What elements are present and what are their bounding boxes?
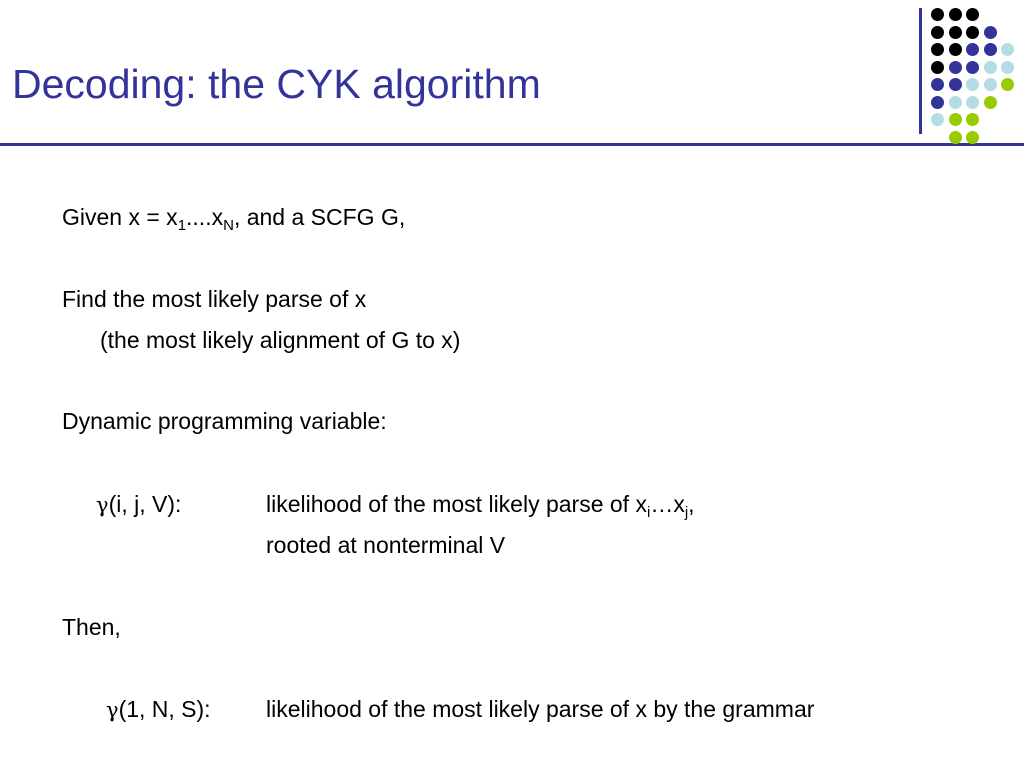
- decor-dot: [949, 43, 962, 56]
- decor-dot: [984, 78, 997, 91]
- decor-dot: [931, 96, 944, 109]
- decor-dot: [1001, 78, 1014, 91]
- decor-dot: [949, 96, 962, 109]
- decor-dot: [966, 26, 979, 39]
- desc-sub-i: i: [646, 504, 651, 521]
- decor-dot: [931, 43, 944, 56]
- final-gamma-term: [106, 698, 211, 721]
- find-detail-line: (the most likely alignment of G to x): [100, 327, 461, 353]
- decor-dot: [984, 61, 997, 74]
- decor-dot: [1001, 43, 1014, 56]
- decor-dot: [1001, 61, 1014, 74]
- decor-dot: [931, 113, 944, 126]
- decor-dot: [966, 8, 979, 21]
- decor-dot: [949, 8, 962, 21]
- vertical-divider: [919, 8, 922, 134]
- given-sub-1: 1: [177, 217, 187, 234]
- desc-suffix: ,: [688, 491, 695, 517]
- desc-prefix: likelihood of the most likely parse of x: [266, 491, 647, 517]
- then-line: Then,: [62, 614, 121, 640]
- final-args: (1, N, S):: [118, 696, 211, 722]
- desc-ellipsis: …x: [650, 491, 685, 517]
- decor-dot: [949, 113, 962, 126]
- decor-dot: [984, 26, 997, 39]
- gamma-variable-term: [96, 493, 181, 516]
- decor-dot: [984, 96, 997, 109]
- given-prefix: Given x = x: [62, 204, 178, 230]
- dp-variable-label: Dynamic programming variable:: [62, 408, 387, 434]
- gamma-symbol: γ: [96, 493, 109, 517]
- given-line: [62, 204, 406, 234]
- decor-dot: [966, 78, 979, 91]
- gamma-description-line-2: rooted at nonterminal V: [266, 532, 506, 558]
- gamma-symbol: γ: [106, 698, 119, 722]
- decor-dot: [931, 8, 944, 21]
- final-description: likelihood of the most likely parse of x by the grammar: [266, 696, 815, 722]
- decor-dot: [949, 26, 962, 39]
- decor-dot: [966, 43, 979, 56]
- decor-dot: [966, 113, 979, 126]
- find-line: Find the most likely parse of x: [62, 286, 367, 312]
- given-dots: ....x: [186, 204, 224, 230]
- decor-dot: [966, 131, 979, 144]
- decor-dot: [931, 61, 944, 74]
- gamma-args: (i, j, V):: [108, 491, 182, 517]
- decor-dot: [966, 96, 979, 109]
- given-suffix: , and a SCFG G,: [233, 204, 406, 230]
- decor-dot: [931, 78, 944, 91]
- decor-dot: [949, 78, 962, 91]
- decor-dot: [984, 43, 997, 56]
- decor-dot: [966, 61, 979, 74]
- given-sub-n: N: [223, 217, 234, 234]
- decor-dot: [949, 131, 962, 144]
- title-underline: [0, 143, 1024, 146]
- gamma-variable-description: [266, 491, 695, 521]
- decor-dot: [949, 61, 962, 74]
- slide-title: Decoding: the CYK algorithm: [12, 61, 541, 107]
- desc-sub-j: j: [684, 504, 689, 521]
- decor-dot: [931, 26, 944, 39]
